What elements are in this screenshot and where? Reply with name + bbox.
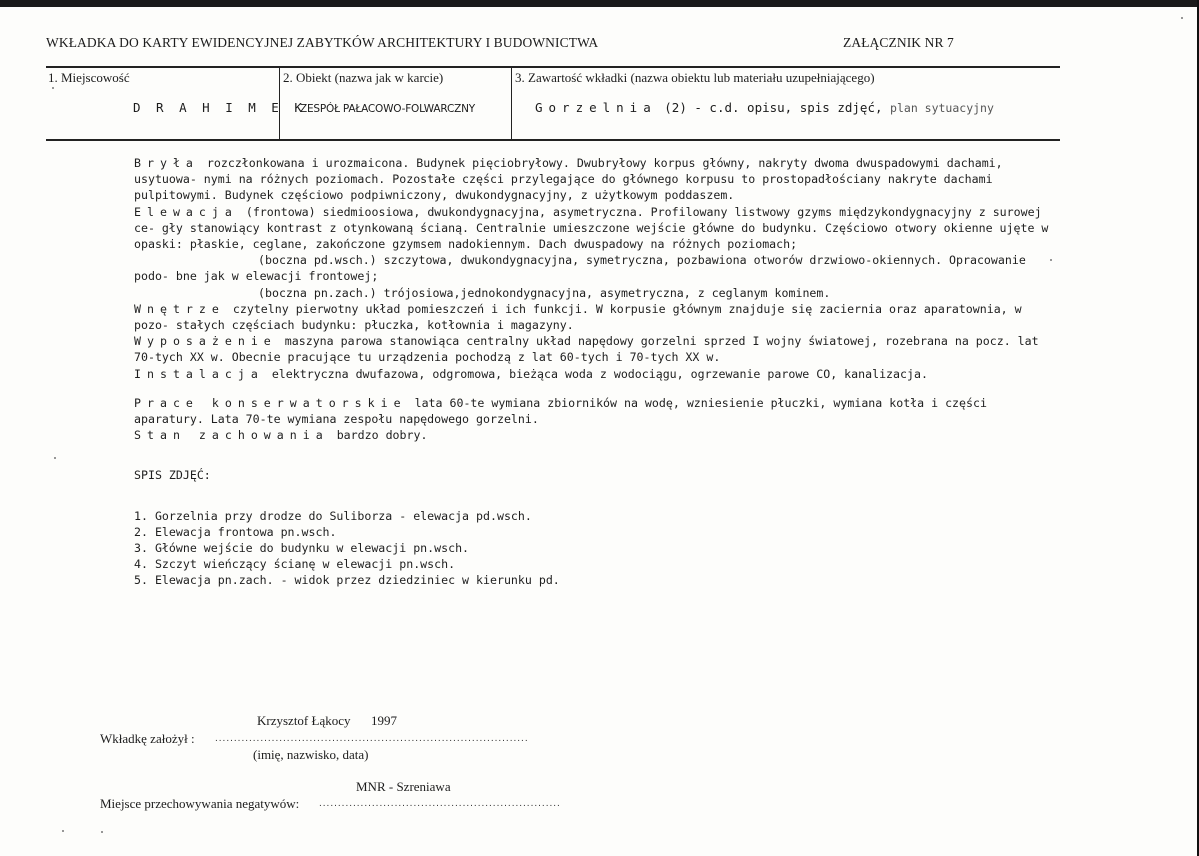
document-page <box>0 7 1197 856</box>
wyposazenie-paragraph <box>134 333 1059 365</box>
spacer <box>134 382 1059 395</box>
form-title: WKŁADKA DO KARTY EWIDENCYJNEJ ZABYTKÓW ARCHITEKTURY I BUDOWNICTWA <box>46 35 599 50</box>
content-value <box>535 100 994 115</box>
prace-label: Prace konserwatorskie <box>134 395 407 410</box>
instalacja-label: Instalacja <box>134 366 264 381</box>
annex-number: ZAŁĄCZNIK NR 7 <box>843 35 954 50</box>
photos-heading: SPIS ZDJĘĆ: <box>134 468 211 483</box>
wnetrze-label: Wnętrze <box>134 301 225 316</box>
list-item: 4. Szczyt wieńczący ścianę w elewacji pn.wsch. <box>134 557 456 572</box>
instalacja-paragraph <box>134 366 1059 382</box>
table-divider-2 <box>511 66 512 140</box>
elewacja-pdwsch-first: (boczna pd.wsch.) szczytowa, dwukondygnacyjna, symetryczna, pozbawiona otworów drzwiowo-okiennych. Opracowanie podo- <box>134 253 1026 284</box>
storage-value: MNR - Szreniawa <box>356 779 451 794</box>
photos-list <box>134 508 1059 589</box>
author-name: Krzysztof Łąkocy <box>257 713 351 728</box>
content-value-title: Gorzelnia <box>535 100 657 115</box>
locality-label: 1. Miejscowość <box>48 70 130 85</box>
table-bottom-rule <box>46 139 1060 141</box>
wyposazenie-label: Wyposażenie <box>134 334 277 349</box>
stan-paragraph <box>134 427 1059 443</box>
scan-speck <box>52 87 54 89</box>
object-label: 2. Obiekt (nazwa jak w karcie) <box>283 70 444 85</box>
bryla-paragraph <box>134 155 1059 204</box>
list-item: 1. Gorzelnia przy drodze do Suliborza - elewacja pd.wsch. <box>134 508 532 523</box>
description-body <box>134 155 1059 589</box>
prace-paragraph <box>134 395 1059 427</box>
scan-speck <box>1050 259 1052 261</box>
spacer <box>134 484 1059 508</box>
stan-label: Stan zachowania <box>134 428 329 443</box>
wnetrze-text: czytelny pierwotny układ pomieszczeń i ich funkcji. W korpusie głównym znajduje się zaciernia oraz aparatownia, w pozo- stałych częściach budynku: płuczka, kotłownia i magazyny. <box>134 301 1022 333</box>
content-value-rest: (2) - c.d. opisu, spis zdjęć, <box>664 100 883 115</box>
wnetrze-paragraph <box>134 301 1059 333</box>
scan-speck <box>62 830 64 832</box>
bryla-text: rozczłonkowana i urozmaicona. Budynek pięciobryłowy. Dwubryłowy korpus główny, nakryty dwoma dwuspadowymi dachami, usytuowa- nymi na różnych poziomach. Pozostałe części przylegające do głównego korpusu to prostopadłościany nakryte dachami pulpitowymi. Budynek częściowo podpiwniczony, dwukondygnacyjny, z użytkowym poddaszem. <box>134 156 1003 203</box>
storage-label: Miejsce przechowywania negatywów: <box>100 796 300 811</box>
founded-caption: (imię, nazwisko, data) <box>253 747 369 762</box>
founded-dots: ................................................................................... <box>215 733 529 744</box>
instalacja-text: elektryczna dwufazowa, odgromowa, bieżąca woda z wodociągu, ogrzewanie parowe CO, kanalizacja. <box>271 366 928 381</box>
wyposazenie-text: maszyna parowa stanowiąca centralny układ napędowy gorzelni sprzed I wojny światowej, rozebrana na pocz. lat 70-tych XX w. Obecnie pracujące tu urządzenia pochodzą z lat 60-tych i 70-tych XX w. <box>134 334 1039 365</box>
scan-speck <box>101 831 103 833</box>
list-item: 3. Główne wejście do budynku w elewacji pn.wsch. <box>134 541 470 556</box>
storage-dots: ................................................................ <box>319 798 561 809</box>
content-label: 3. Zawartość wkładki (nazwa obiektu lub materiału uzupełniającego) <box>515 70 875 85</box>
table-top-rule <box>46 66 1060 68</box>
elewacja-text: (frontowa) siedmioosiowa, dwukondygnacyjna, asymetryczna. Profilowany listwowy gzyms międzykondygnacyjny z surowej ce- gły stanowiący kontrast z otynkowaną ścianą. Centralnie umieszczone wejście główne do budynku. Częściowo otwory okienne ujęte w opaski: płaskie, ceglane, zakończone gzymsem nadokiennym. Dach dwuspadowy na różnych poziomach; <box>134 204 1049 252</box>
elewacja-pnzach-paragraph: (boczna pn.zach.) trójosiowa,jednokondygnacyjna, asymetryczna, z ceglanym kominem. <box>258 285 831 300</box>
scan-speck <box>54 457 56 459</box>
elewacja-label: Elewacja <box>134 204 238 219</box>
object-value: ZESPÓŁ PAŁACOWO-FOLWARCZNY <box>300 103 475 115</box>
prace-text: lata 60-te wymiana zbiorników na wodę, wzniesienie płuczki, wymiana kotła i części aparatury. Lata 70-te wymiana zespołu napędowego gorzelni. <box>134 395 987 427</box>
elewacja-pdwsch-rest: bne jak w elewacji frontowej; <box>175 269 379 284</box>
spacer <box>134 443 1059 467</box>
elewacja-pdwsch-paragraph <box>134 252 1059 284</box>
bryla-label: Bryła <box>134 156 199 170</box>
stan-text: bardzo dobry. <box>336 428 428 443</box>
locality-value: D R A H I M E K <box>133 100 306 115</box>
author-year: 1997 <box>371 713 397 728</box>
founded-label: Wkładkę założył : <box>100 731 195 746</box>
elewacja-paragraph <box>134 204 1059 253</box>
scan-speck <box>1181 17 1183 19</box>
content-value-addition: plan sytuacyjny <box>890 101 994 115</box>
list-item: 2. Elewacja frontowa pn.wsch. <box>134 524 337 539</box>
list-item: 5. Elewacja pn.zach. - widok przez dziedziniec w kierunku pd. <box>134 573 560 588</box>
